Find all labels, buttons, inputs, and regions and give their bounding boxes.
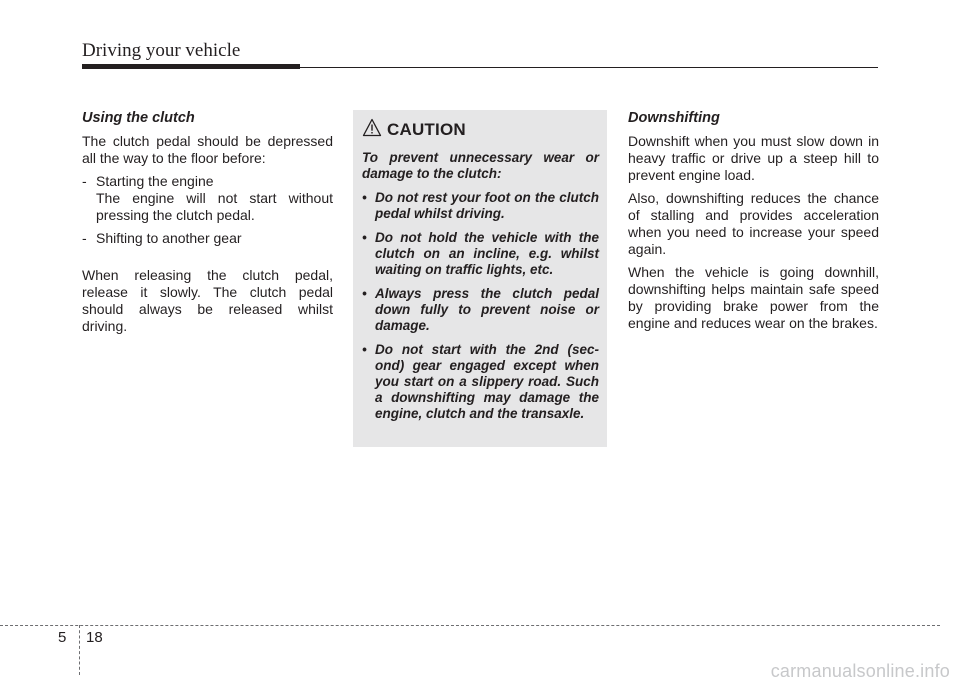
footer-rule <box>0 625 940 626</box>
caution-item-text: Do not rest your foot on the clutch pedal whilst driving. <box>375 190 599 221</box>
dash-marker: - <box>82 173 87 189</box>
left-column <box>82 110 333 341</box>
dash-marker: - <box>82 230 87 246</box>
caution-list <box>362 190 599 422</box>
caution-item-text: Always press the clutch pedal down fully to prevent noise or damage. <box>375 286 599 333</box>
header-rule-thick <box>82 64 300 69</box>
page-number: 18 <box>86 629 103 646</box>
warning-triangle-icon <box>362 118 382 142</box>
caution-item-text: Do not start with the 2nd (sec- ond) gear engaged except when you start on a slippery road. Such a downshifting may damage the engine, clutch and the transaxle. <box>375 342 599 421</box>
list-item-text: Starting the engine <box>96 173 214 189</box>
bullet-marker: • <box>362 342 367 357</box>
section-heading-downshifting: Downshifting <box>628 110 720 126</box>
header-rule-thin <box>300 67 878 68</box>
list-item <box>362 342 599 422</box>
section-heading-using-the-clutch: Using the clutch <box>82 110 195 126</box>
bullet-marker: • <box>362 190 367 205</box>
downshifting-paragraph: Also, downshifting reduces the chance of stalling and provides acceleration when you need to increase your speed again. <box>628 190 879 257</box>
chapter-number: 5 <box>58 629 67 646</box>
bullet-marker: • <box>362 230 367 245</box>
list-item-subtext: The engine will not start without pressing the clutch pedal. <box>96 190 333 223</box>
caution-header <box>362 118 599 142</box>
right-column <box>628 110 879 338</box>
list-item <box>362 230 599 278</box>
list-item <box>82 173 333 224</box>
downshifting-paragraph: Downshift when you must slow down in heavy traffic or drive up a steep hill to prevent engine load. <box>628 133 879 183</box>
list-item <box>82 230 333 247</box>
footer-divider <box>79 625 80 675</box>
caution-item-text: Do not hold the vehicle with the clutch on an incline, e.g. whilst waiting on traffic lights, etc. <box>375 230 599 277</box>
bullet-marker: • <box>362 286 367 301</box>
watermark: carmanualsonline.info <box>770 661 950 681</box>
downshifting-paragraph: When the vehicle is going downhill, downshifting helps maintain safe speed by providing brake power from the engine and reduces wear on the brakes. <box>628 264 879 331</box>
list-item <box>362 286 599 334</box>
caution-box <box>353 110 607 447</box>
header-title: Driving your vehicle <box>82 40 241 61</box>
clutch-closing: When releasing the clutch pedal, release it slowly. The clutch pedal should always be released whilst driving. <box>82 267 333 334</box>
caution-title: CAUTION <box>387 120 466 139</box>
list-item-text: Shifting to another gear <box>96 230 242 246</box>
list-item <box>362 190 599 222</box>
clutch-intro: The clutch pedal should be depressed all the way to the floor before: <box>82 133 333 166</box>
caution-intro: To prevent unnecessary wear or damage to the clutch: <box>362 150 599 181</box>
